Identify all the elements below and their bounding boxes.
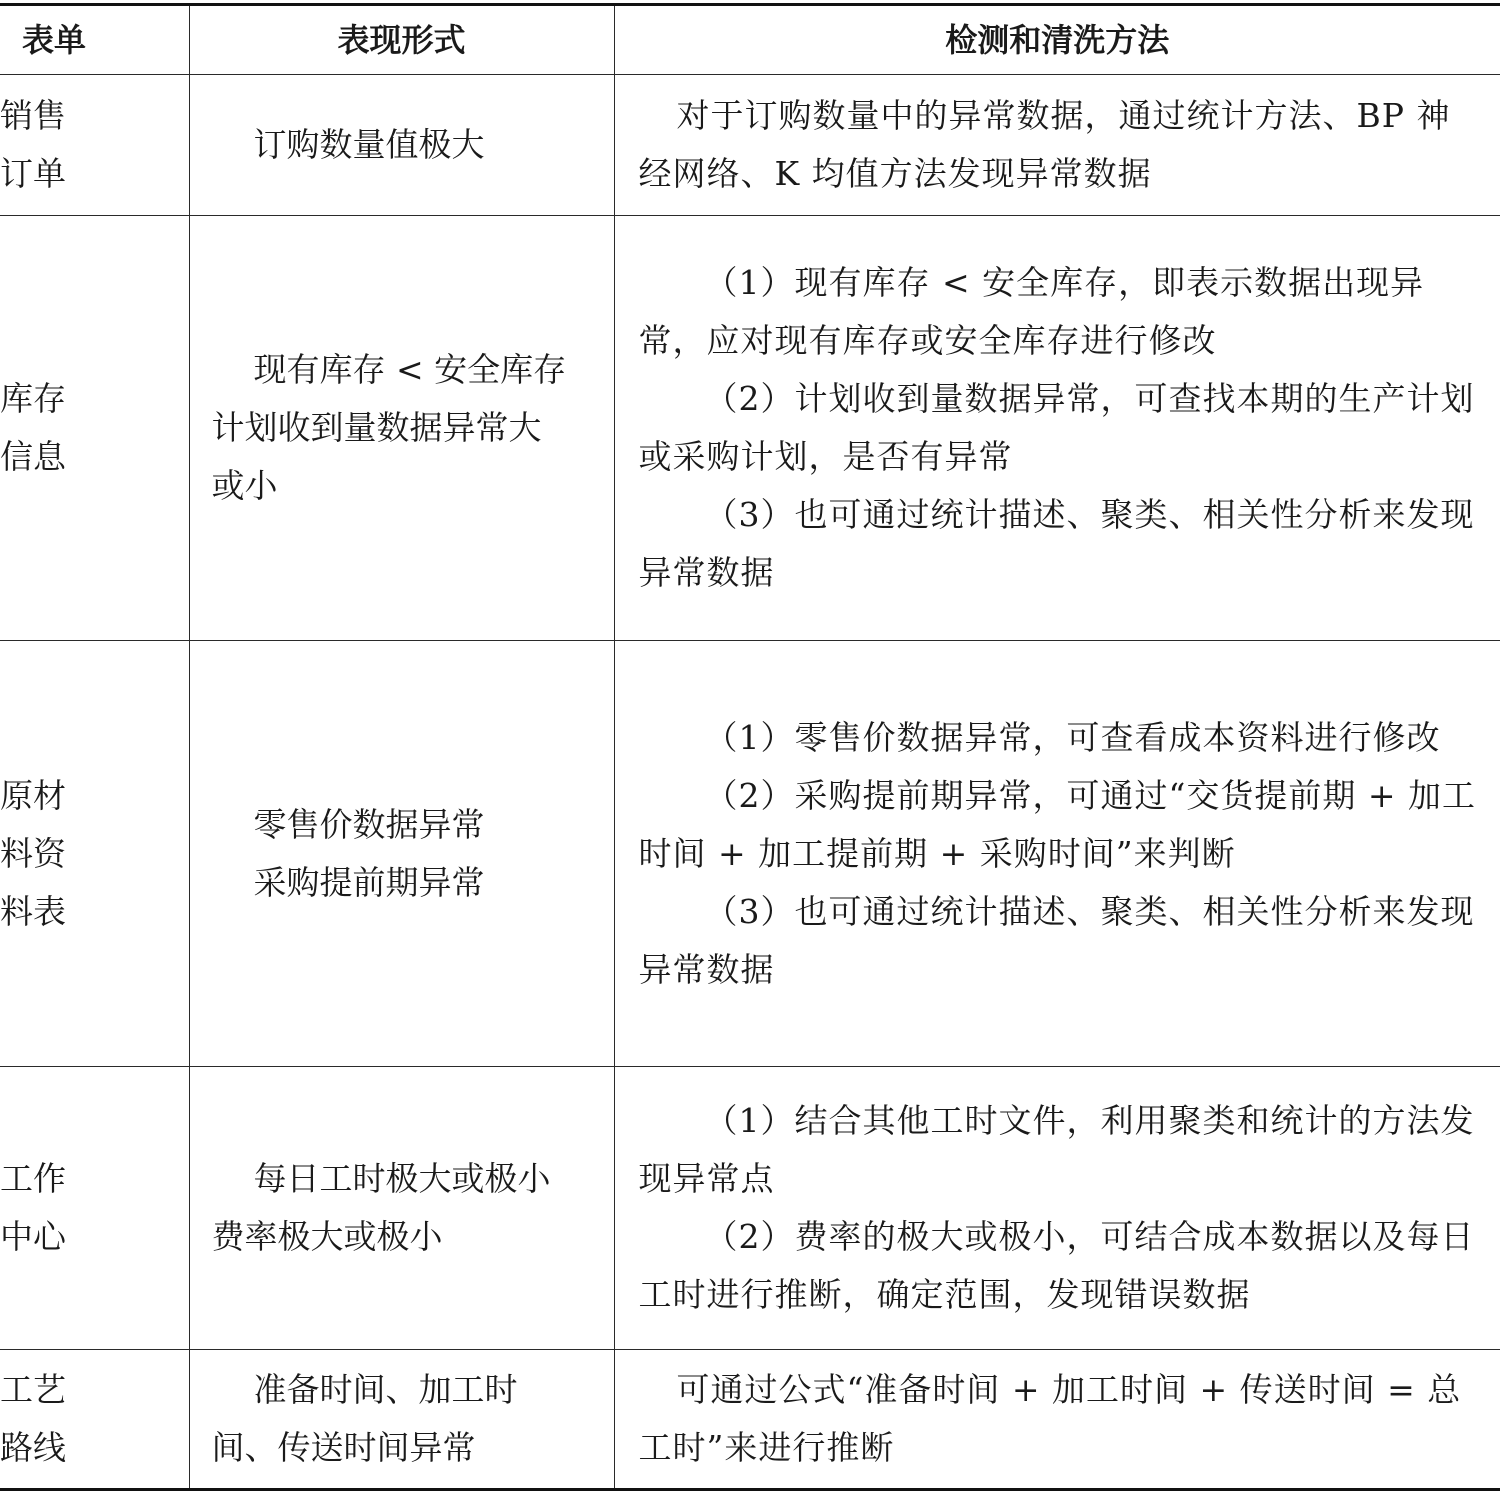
table-row (0, 75, 1500, 216)
method-cell (614, 641, 1500, 1067)
manifestation-cell (189, 216, 614, 641)
manifestation-cell (189, 641, 614, 1067)
method-cell (614, 216, 1500, 641)
method-paragraph: （3）也可通过统计描述、聚类、相关性分析来发现异常数据 (638, 495, 1475, 592)
method-paragraph: （1）现有库存 < 安全库存，即表示数据出现异常，应对现有库存或安全库存进行修改 (638, 263, 1425, 360)
table-row (0, 1067, 1500, 1350)
method-cell (614, 1067, 1500, 1350)
manifestation-text: 每日工时极大或极小 费率极大或极小 (211, 1159, 551, 1256)
method-cell (614, 1350, 1500, 1490)
table-row (0, 1350, 1500, 1490)
method-cell (614, 75, 1500, 216)
method-paragraph: （1）结合其他工时文件，利用聚类和统计的方法发现异常点 (638, 1101, 1475, 1198)
header-manifestation: 表现形式 (189, 5, 614, 75)
manifestation-text: 零售价数据异常 采购提前期异常 (253, 804, 485, 902)
method-paragraph: （3）也可通过统计描述、聚类、相关性分析来发现异常数据 (638, 891, 1475, 989)
table-row (0, 641, 1500, 1067)
form-cell (0, 216, 189, 641)
form-name: 库存 信息 (0, 379, 66, 476)
header-form: 表单 (0, 5, 189, 75)
table-body (0, 75, 1500, 1490)
header-method: 检测和清洗方法 (614, 5, 1500, 75)
manifestation-text: 准备时间、加工时 间、传送时间异常 (211, 1370, 518, 1467)
form-cell (0, 1350, 189, 1490)
header-row (0, 5, 1500, 75)
method-paragraph: （2）采购提前期异常，可通过“交货提前期 + 加工时间 + 加工提前期 + 采购时间”来判断 (638, 775, 1476, 873)
form-cell (0, 1067, 189, 1350)
form-cell (0, 75, 189, 216)
manifestation-cell (189, 75, 614, 216)
method-paragraph: （2）费率的极大或极小，可结合成本数据以及每日工时进行推断，确定范围，发现错误数据 (638, 1217, 1475, 1314)
form-name: 工艺 路线 (0, 1370, 66, 1467)
manifestation-cell (189, 1067, 614, 1350)
manifestation-text: 现有库存 < 安全库存 计划收到量数据异常大 或小 (211, 350, 567, 505)
form-name: 原材 料资 料表 (0, 775, 66, 931)
form-cell (0, 641, 189, 1067)
form-name: 销售 订单 (0, 96, 66, 193)
method-paragraph: 可通过公式“准备时间 + 加工时间 + 传送时间 = 总工时”来进行推断 (638, 1370, 1462, 1467)
data-cleaning-table (0, 3, 1500, 1491)
manifestation-text: 订购数量值极大 (211, 125, 485, 164)
method-paragraph: （2）计划收到量数据异常，可查找本期的生产计划或采购计划，是否有异常 (638, 379, 1475, 476)
manifestation-cell (189, 1350, 614, 1490)
table-row (0, 216, 1500, 641)
method-paragraph: （1）零售价数据异常，可查看成本资料进行修改 (704, 717, 1441, 757)
form-name: 工作 中心 (0, 1159, 66, 1256)
table-header (0, 5, 1500, 75)
method-paragraph: 对于订购数量中的异常数据，通过统计方法、BP 神经网络、K 均值方法发现异常数据 (638, 96, 1451, 193)
